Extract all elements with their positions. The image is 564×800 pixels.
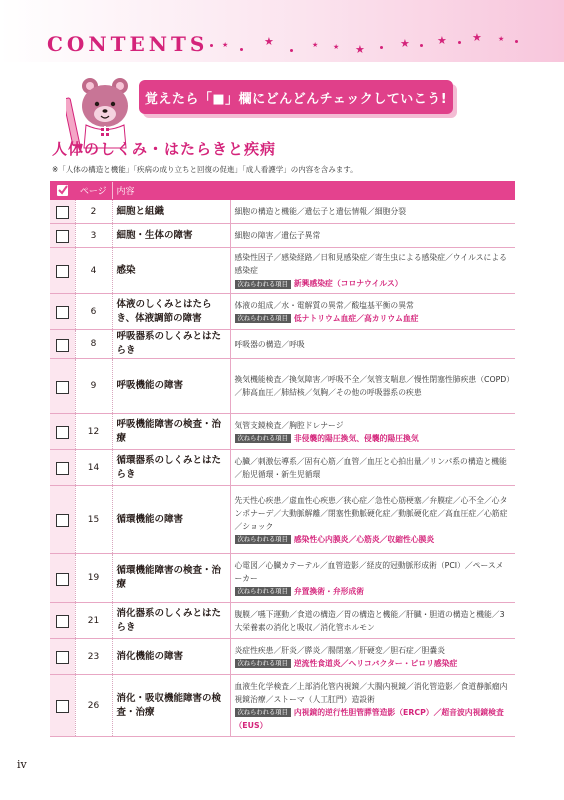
star-icon: ★ (498, 35, 505, 43)
row-page-number: 8 (75, 330, 112, 359)
row-title: 体液のしくみとはたらき、体液調節の障害 (112, 294, 230, 330)
row-page-number: 15 (75, 486, 112, 554)
dot-icon (380, 46, 383, 49)
checkbox-cell (50, 330, 75, 359)
row-content-cell (230, 603, 515, 639)
row-hot-topic-line (235, 533, 512, 546)
checkbox-cell (50, 603, 75, 639)
row-hot-topic: 内視鏡的逆行性胆管膵管造影（ERCP）／超音波内視鏡検査（EUS） (234, 707, 504, 730)
row-page-number: 14 (75, 450, 112, 486)
row-page-number: 9 (75, 359, 112, 414)
row-page-number: 6 (75, 294, 112, 330)
banner-text: 覚えたら「■」欄にどんどんチェックしていこう! (144, 91, 448, 107)
checkbox-cell (50, 200, 75, 224)
dot-icon (458, 41, 461, 44)
row-content: 体液の組成／水・電解質の異常／酸塩基平衡の異常 (234, 300, 414, 310)
row-title: 呼吸機能の障害 (112, 359, 230, 414)
table-row (50, 675, 515, 737)
row-title: 循環器系のしくみとはたらき (112, 450, 230, 486)
row-checkbox[interactable] (56, 700, 69, 713)
dot-icon (515, 40, 518, 43)
section-title: 人体のしくみ・はたらきと疾病 (52, 140, 277, 158)
row-hot-topic-line (235, 585, 512, 598)
dot-icon (240, 48, 243, 51)
table-row (50, 359, 515, 414)
table-row (50, 450, 515, 486)
header-content: 内容 (112, 182, 515, 200)
checkbox-cell (50, 486, 75, 554)
table-row (50, 294, 515, 330)
contents-title: CONTENTS (47, 32, 209, 56)
hot-topic-tag: 次ねらわれる項目 (235, 314, 291, 323)
row-page-number: 12 (75, 414, 112, 450)
table-row (50, 486, 515, 554)
row-hot-topic: 非侵襲的陽圧換気、侵襲的陽圧換気 (293, 433, 419, 443)
row-content: 呼吸器の構造／呼吸 (234, 339, 305, 349)
row-page-number: 2 (75, 200, 112, 224)
row-content-cell (230, 554, 515, 603)
hot-topic-tag: 次ねらわれる項目 (235, 708, 291, 717)
row-content: 先天性心疾患／虚血性心疾患／狭心症／急性心筋梗塞／弁膜症／心不全／心タンポナーデ／大動脈解離／閉塞性動脈硬化症／動脈硬化症／高血圧症／心筋症／ショック (234, 495, 508, 531)
row-hot-topic: 低ナトリウム血症／高カリウム血症 (293, 313, 419, 323)
dot-icon (290, 49, 293, 52)
row-page-number: 19 (75, 554, 112, 603)
row-checkbox[interactable] (56, 381, 69, 394)
star-icon: ★ (333, 43, 340, 51)
row-checkbox[interactable] (56, 615, 69, 628)
row-checkbox[interactable] (56, 339, 69, 352)
row-content: 換気機能検査／換気障害／呼吸不全／気管支喘息／慢性閉塞性肺疾患（COPD）／肺高血圧／肺結核／気胸／その他の呼吸器系の疾患 (234, 375, 511, 397)
checkbox-cell (50, 450, 75, 486)
section-note: ※「人体の構造と機能」「疾病の成り立ちと回復の促進」「成人看護学」の内容を含みます。 (52, 165, 358, 174)
row-checkbox[interactable] (56, 651, 69, 664)
row-title: 呼吸器系のしくみとはたらき (112, 330, 230, 359)
check-instruction-banner (139, 80, 453, 114)
row-content-cell (230, 414, 515, 450)
row-title: 呼吸機能障害の検査・治療 (112, 414, 230, 450)
row-title: 消化器系のしくみとはたらき (112, 603, 230, 639)
row-content-cell (230, 224, 515, 248)
row-hot-topic: 感染性心内膜炎／心筋炎／収縮性心膜炎 (293, 534, 435, 544)
row-title: 消化・吸収機能障害の検査・治療 (112, 675, 230, 737)
row-hot-topic: 弁置換術・弁形成術 (293, 586, 365, 596)
page-number: iv (17, 758, 27, 771)
row-content: 細胞の障害／遺伝子異常 (234, 231, 321, 240)
row-content: 腹膜／嚥下運動／食道の構造／胃の構造と機能／肝臓・胆道の構造と機能／3大栄養素の消化と吸収／消化管ホルモン (234, 609, 505, 632)
row-hot-topic-line (235, 657, 512, 670)
row-title: 循環機能障害の検査・治療 (112, 554, 230, 603)
contents-table (50, 181, 515, 737)
table-row (50, 200, 515, 224)
row-title: 循環機能の障害 (112, 486, 230, 554)
row-checkbox[interactable] (56, 265, 69, 278)
star-icon: ★ (222, 41, 229, 49)
checkbox-cell (50, 294, 75, 330)
decorative-stars (0, 0, 564, 62)
row-content-cell (230, 450, 515, 486)
table-row (50, 639, 515, 675)
row-page-number: 23 (75, 639, 112, 675)
hot-topic-tag: 次ねらわれる項目 (235, 659, 291, 668)
row-checkbox[interactable] (56, 514, 69, 527)
row-hot-topic-line (235, 706, 512, 732)
table-row (50, 248, 515, 294)
row-content-cell (230, 359, 515, 414)
row-page-number: 4 (75, 248, 112, 294)
row-page-number: 26 (75, 675, 112, 737)
row-page-number: 3 (75, 224, 112, 248)
hot-topic-tag: 次ねらわれる項目 (235, 434, 291, 443)
checkbox-cell (50, 554, 75, 603)
dot-icon (420, 44, 423, 47)
checkbox-cell (50, 639, 75, 675)
row-title: 細胞・生体の障害 (112, 224, 230, 248)
checkbox-cell (50, 224, 75, 248)
row-title: 細胞と組織 (112, 200, 230, 224)
row-content-cell (230, 639, 515, 675)
table-row (50, 414, 515, 450)
row-checkbox[interactable] (56, 206, 69, 219)
row-content-cell (230, 486, 515, 554)
row-content: 血液生化学検査／上部消化管内視鏡／大腸内視鏡／消化管造影／食道静脈瘤内視鏡治療／ストーマ（人工肛門）造設術 (234, 681, 508, 704)
row-checkbox[interactable] (56, 306, 69, 319)
row-content: 炎症性疾患／肝炎／膵炎／腸閉塞／肝硬変／胆石症／胆嚢炎 (234, 645, 446, 655)
checkbox-cell (50, 414, 75, 450)
row-content-cell (230, 330, 515, 359)
header-page: ページ (75, 182, 112, 200)
row-content-cell (230, 248, 515, 294)
row-content: 気管支鏡検査／胸腔ドレナージ (234, 420, 344, 430)
row-checkbox[interactable] (56, 462, 69, 475)
row-checkbox[interactable] (56, 426, 69, 439)
checkbox-cell (50, 248, 75, 294)
row-content: 心臓／刺激伝導系／固有心筋／血管／血圧と心拍出量／リンパ系の構造と機能／胎児循環・新生児循環 (234, 456, 507, 479)
row-content-cell (230, 675, 515, 737)
table-row (50, 554, 515, 603)
row-content: 感染性因子／感染経路／日和見感染症／寄生虫による感染症／ウイルスによる感染症 (234, 253, 507, 275)
dot-icon (210, 44, 213, 47)
row-page-number: 21 (75, 603, 112, 639)
checkbox-cell (50, 675, 75, 737)
row-content: 細胞の構造と機能／遺伝子と遺伝情報／細胞分裂 (234, 207, 407, 216)
star-icon: ★ (437, 34, 447, 47)
hot-topic-tag: 次ねらわれる項目 (235, 587, 291, 596)
row-content-cell (230, 294, 515, 330)
star-icon: ★ (472, 31, 482, 44)
row-content-cell (230, 200, 515, 224)
row-hot-topic-line (235, 432, 512, 445)
row-checkbox[interactable] (56, 230, 69, 243)
row-checkbox[interactable] (56, 573, 69, 586)
checkbox-cell (50, 359, 75, 414)
header-check-column (50, 182, 75, 200)
star-icon: ★ (312, 41, 319, 49)
row-hot-topic: 逆流性食道炎／ヘリコバクター・ピロリ感染症 (293, 658, 458, 668)
table-header-row (50, 182, 515, 200)
table-body (50, 200, 515, 737)
row-title: 感染 (112, 248, 230, 294)
row-hot-topic-line (235, 312, 512, 325)
row-content: 心電図／心臓カテーテル／血管造影／経皮的冠動脈形成術（PCI）／ペースメーカー (234, 560, 504, 583)
star-icon: ★ (400, 37, 410, 50)
row-hot-topic-line (235, 277, 512, 290)
row-hot-topic: 新興感染症（コロナウイルス） (293, 279, 403, 288)
row-title: 消化機能の障害 (112, 639, 230, 675)
star-icon: ★ (264, 35, 274, 48)
star-icon: ★ (355, 43, 365, 56)
check-icon (57, 185, 68, 196)
table-row (50, 224, 515, 248)
hot-topic-tag: 次ねらわれる項目 (235, 535, 291, 544)
table-row (50, 603, 515, 639)
table-row (50, 330, 515, 359)
hot-topic-tag: 次ねらわれる項目 (235, 280, 291, 289)
